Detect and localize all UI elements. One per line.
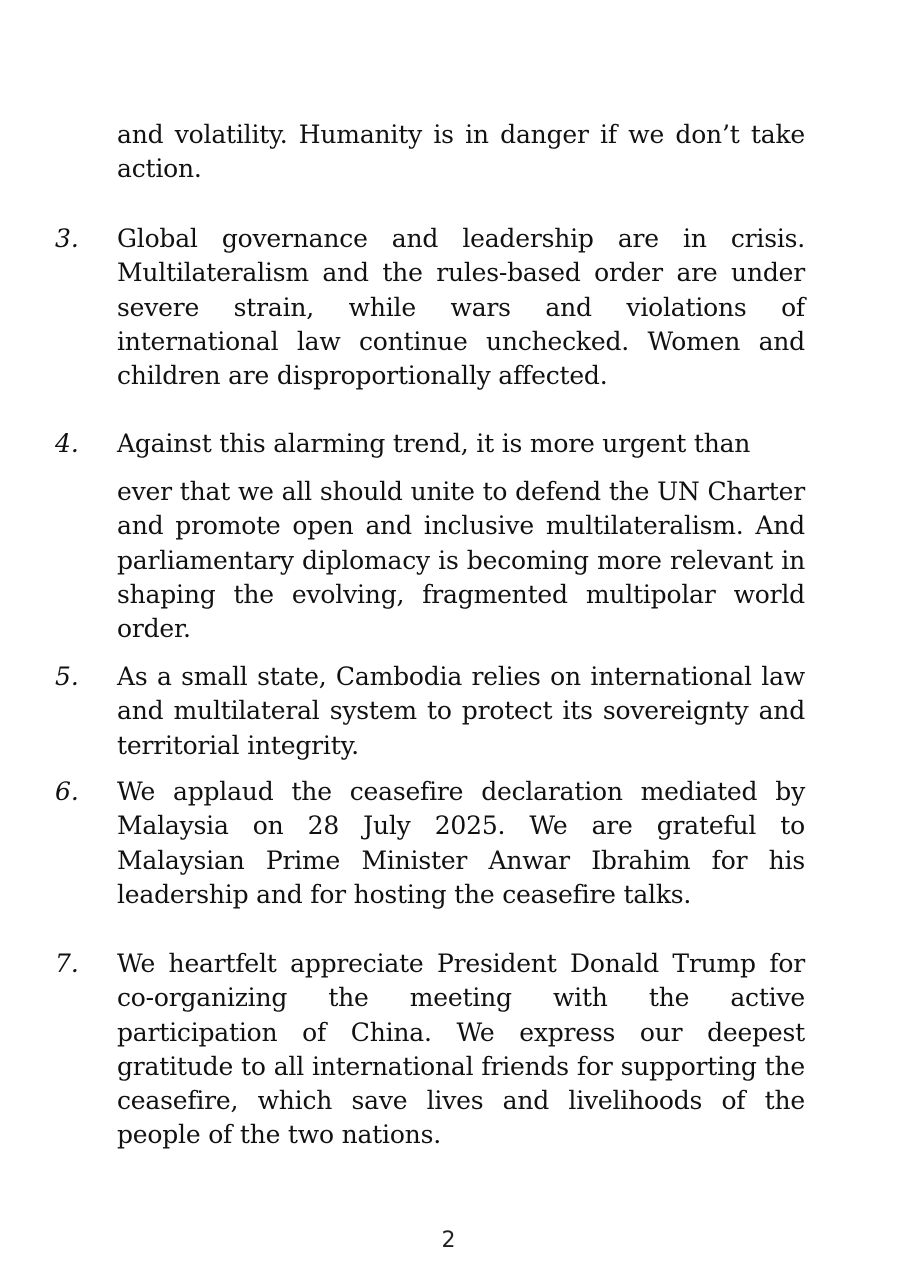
paragraph-number-7: 7. [55,949,79,978]
paragraph-number-5: 5. [55,662,79,691]
paragraph-number-6: 6. [55,777,79,806]
paragraph-number-3: 3. [55,224,79,253]
paragraph-number-4: 4. [55,429,79,458]
paragraph-7: We heartfelt appreciate President Donald Trump for co-organizing the meeting with the active participation of China. We express our deepest gratitude to all international friends for supporting the ceasefire, which save lives and livelihoods of the people of the two nations. [117,949,805,1150]
page-number: 2 [441,1228,456,1253]
continuation-paragraph: and volatility. Humanity is in danger if we don’t take action. [117,120,805,184]
paragraph-4-first-line: Against this alarming trend, it is more urgent than [117,429,751,458]
paragraph-6: We applaud the ceasefire declaration mediated by Malaysia on 28 July 2025. We are grateful to Malaysian Prime Minister Anwar Ibrahim for his leadership and for hosting the ceasefire talks. [117,777,805,909]
paragraph-5: As a small state, Cambodia relies on international law and multilateral system to protect its sovereignty and territorial integrity. [117,662,805,760]
paragraph-3: Global governance and leadership are in crisis. Multilateralism and the rules-based order are under severe strain, while wars and violations of international law continue unchecked. Women and children are disproportionally affected. [117,224,805,391]
paragraph-4: ever that we all should unite to defend the UN Charter and promote open and inclusive multilateralism. And parliamentary diplomacy is becoming more relevant in shaping the evolving, fragmented multipolar world order. [117,477,805,644]
